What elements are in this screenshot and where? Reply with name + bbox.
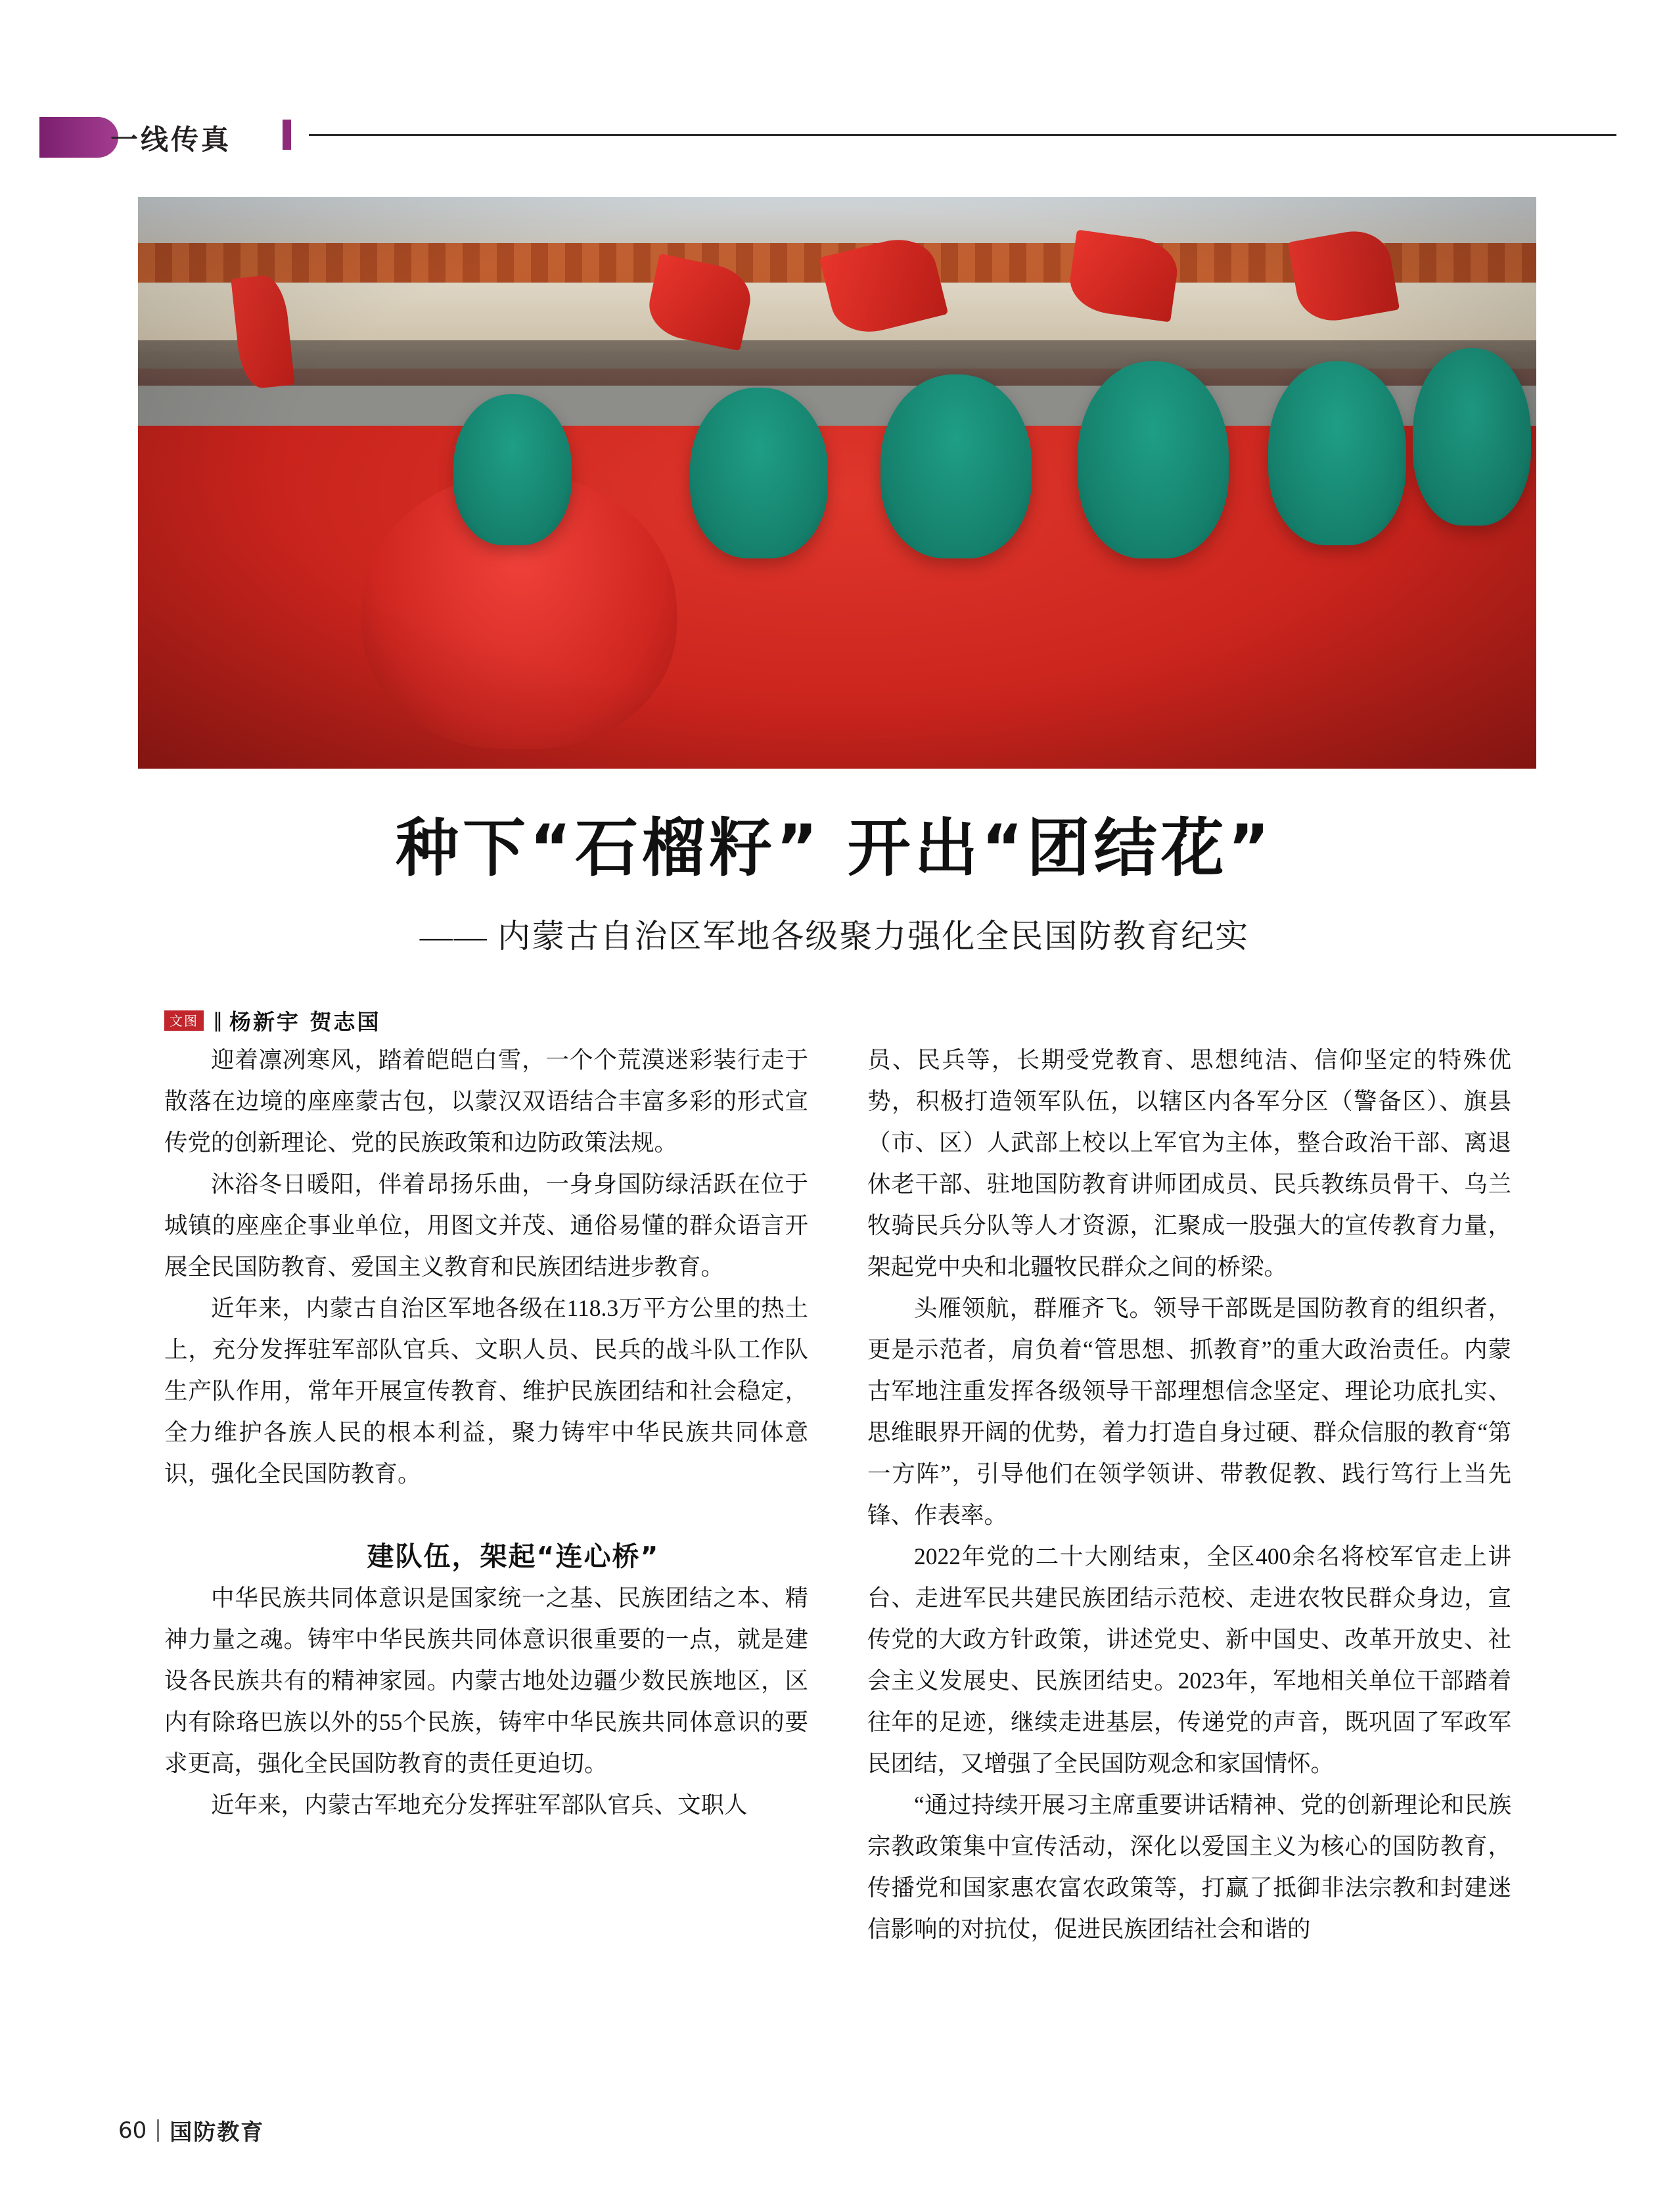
- article-title: 种下“石榴籽” 开出“团结花”: [396, 811, 1273, 885]
- column-spacer: [164, 1495, 808, 1536]
- paragraph: 近年来，内蒙古军地充分发挥驻军部队官兵、文职人: [211, 1792, 748, 1818]
- paragraph: 头雁领航，群雁齐飞。领导干部既是国防教育的组织者，更是示范者，肩负着“管思想、抓教育”的重大政治责任。内蒙古军地注重发挥各级领导干部理想信念坚定、理论功底扎实、思维眼界开阔的优势，着力打造自身过硬、群众信服的教育“第一方阵”，引导他们在领学领讲、带教促教、践行笃行上当先锋、作表率。: [867, 1295, 1511, 1528]
- byline-badge: 文图: [164, 1010, 204, 1031]
- footer-divider: [157, 2119, 159, 2142]
- paragraph: 近年来，内蒙古自治区军地各级在118.3万平方公里的热土上，充分发挥驻军部队官兵、文职人员、民兵的战斗队工作队生产队作用，常年开展宣传教育、维护民族团结和社会稳定，全力维护各族人民的根本利益，聚力铸牢中华民族共同体意识，强化全民国防教育。: [164, 1295, 808, 1487]
- page-number: 60: [118, 2117, 147, 2144]
- header-divider: [309, 134, 1616, 136]
- page-header: [0, 117, 1669, 169]
- photo-vignette: [138, 197, 1536, 769]
- byline-authors: 杨新宇 贺志国: [229, 1009, 381, 1035]
- paragraph: 沐浴冬日暖阳，伴着昂扬乐曲，一身身国防绿活跃在位于城镇的座座企事业单位，用图文并茂、通俗易懂的群众语言开展全民国防教育、爱国主义教育和民族团结进步教育。: [164, 1171, 808, 1280]
- paragraph: 员、民兵等，长期受党教育、思想纯洁、信仰坚定的特殊优势，积极打造领军队伍，以辖区内各军分区（警备区）、旗县（市、区）人武部上校以上军官为主体，整合政治干部、离退休老干部、驻地国防教育讲师团成员、民兵教练员骨干、乌兰牧骑民兵分队等人才资源，汇聚成一股强大的宣传教育力量，架起党中央和北疆牧民群众之间的桥梁。: [867, 1047, 1511, 1280]
- byline: [164, 1005, 381, 1036]
- byline-separator: ‖: [213, 1009, 220, 1032]
- page-footer: [118, 2114, 264, 2146]
- body-column-left: [164, 1039, 808, 1826]
- body-column-right: [867, 1039, 1511, 1950]
- photo-illustration: [138, 197, 1536, 769]
- article-photo: [138, 197, 1536, 769]
- section-heading: 建队伍，架起“连心桥”: [367, 1541, 660, 1572]
- section-label: 一线传真: [110, 124, 232, 156]
- paragraph: 中华民族共同体意识是国家统一之基、民族团结之本、精神力量之魂。铸牢中华民族共同体意识很重要的一点，就是建设各民族共有的精神家园。内蒙古地处边疆少数民族地区，区内有除珞巴族以外的55个民族，铸牢中华民族共同体意识的要求更高，强化全民国防教育的责任更迫切。: [164, 1585, 808, 1776]
- article-subtitle: —— 内蒙古自治区军地各级聚力强化全民国防教育纪实: [419, 918, 1250, 955]
- publication-label: 国防教育: [170, 2119, 265, 2146]
- header-bar-marker: [283, 120, 291, 150]
- paragraph: 迎着凛冽寒风，踏着皑皑白雪，一个个荒漠迷彩装行走于散落在边境的座座蒙古包，以蒙汉双语结合丰富多彩的形式宣传党的创新理论、党的民族政策和边防政策法规。: [164, 1047, 808, 1156]
- paragraph: “通过持续开展习主席重要讲话精神、党的创新理论和民族宗教政策集中宣传活动，深化以爱国主义为核心的国防教育，传播党和国家惠农富农政策等，打赢了抵御非法宗教和封建迷信影响的对抗仗，促进民族团结社会和谐的: [867, 1792, 1511, 1942]
- header-accent-tab: [39, 117, 118, 158]
- paragraph: 2022年党的二十大刚结束，全区400余名将校军官走上讲台、走进军民共建民族团结示范校、走进农牧民群众身边，宣传党的大政方针政策，讲述党史、新中国史、改革开放史、社会主义发展史、民族团结史。2023年，军地相关单位干部踏着往年的足迹，继续走进基层，传递党的声音，既巩固了军政军民团结，又增强了全民国防观念和家国情怀。: [867, 1543, 1511, 1776]
